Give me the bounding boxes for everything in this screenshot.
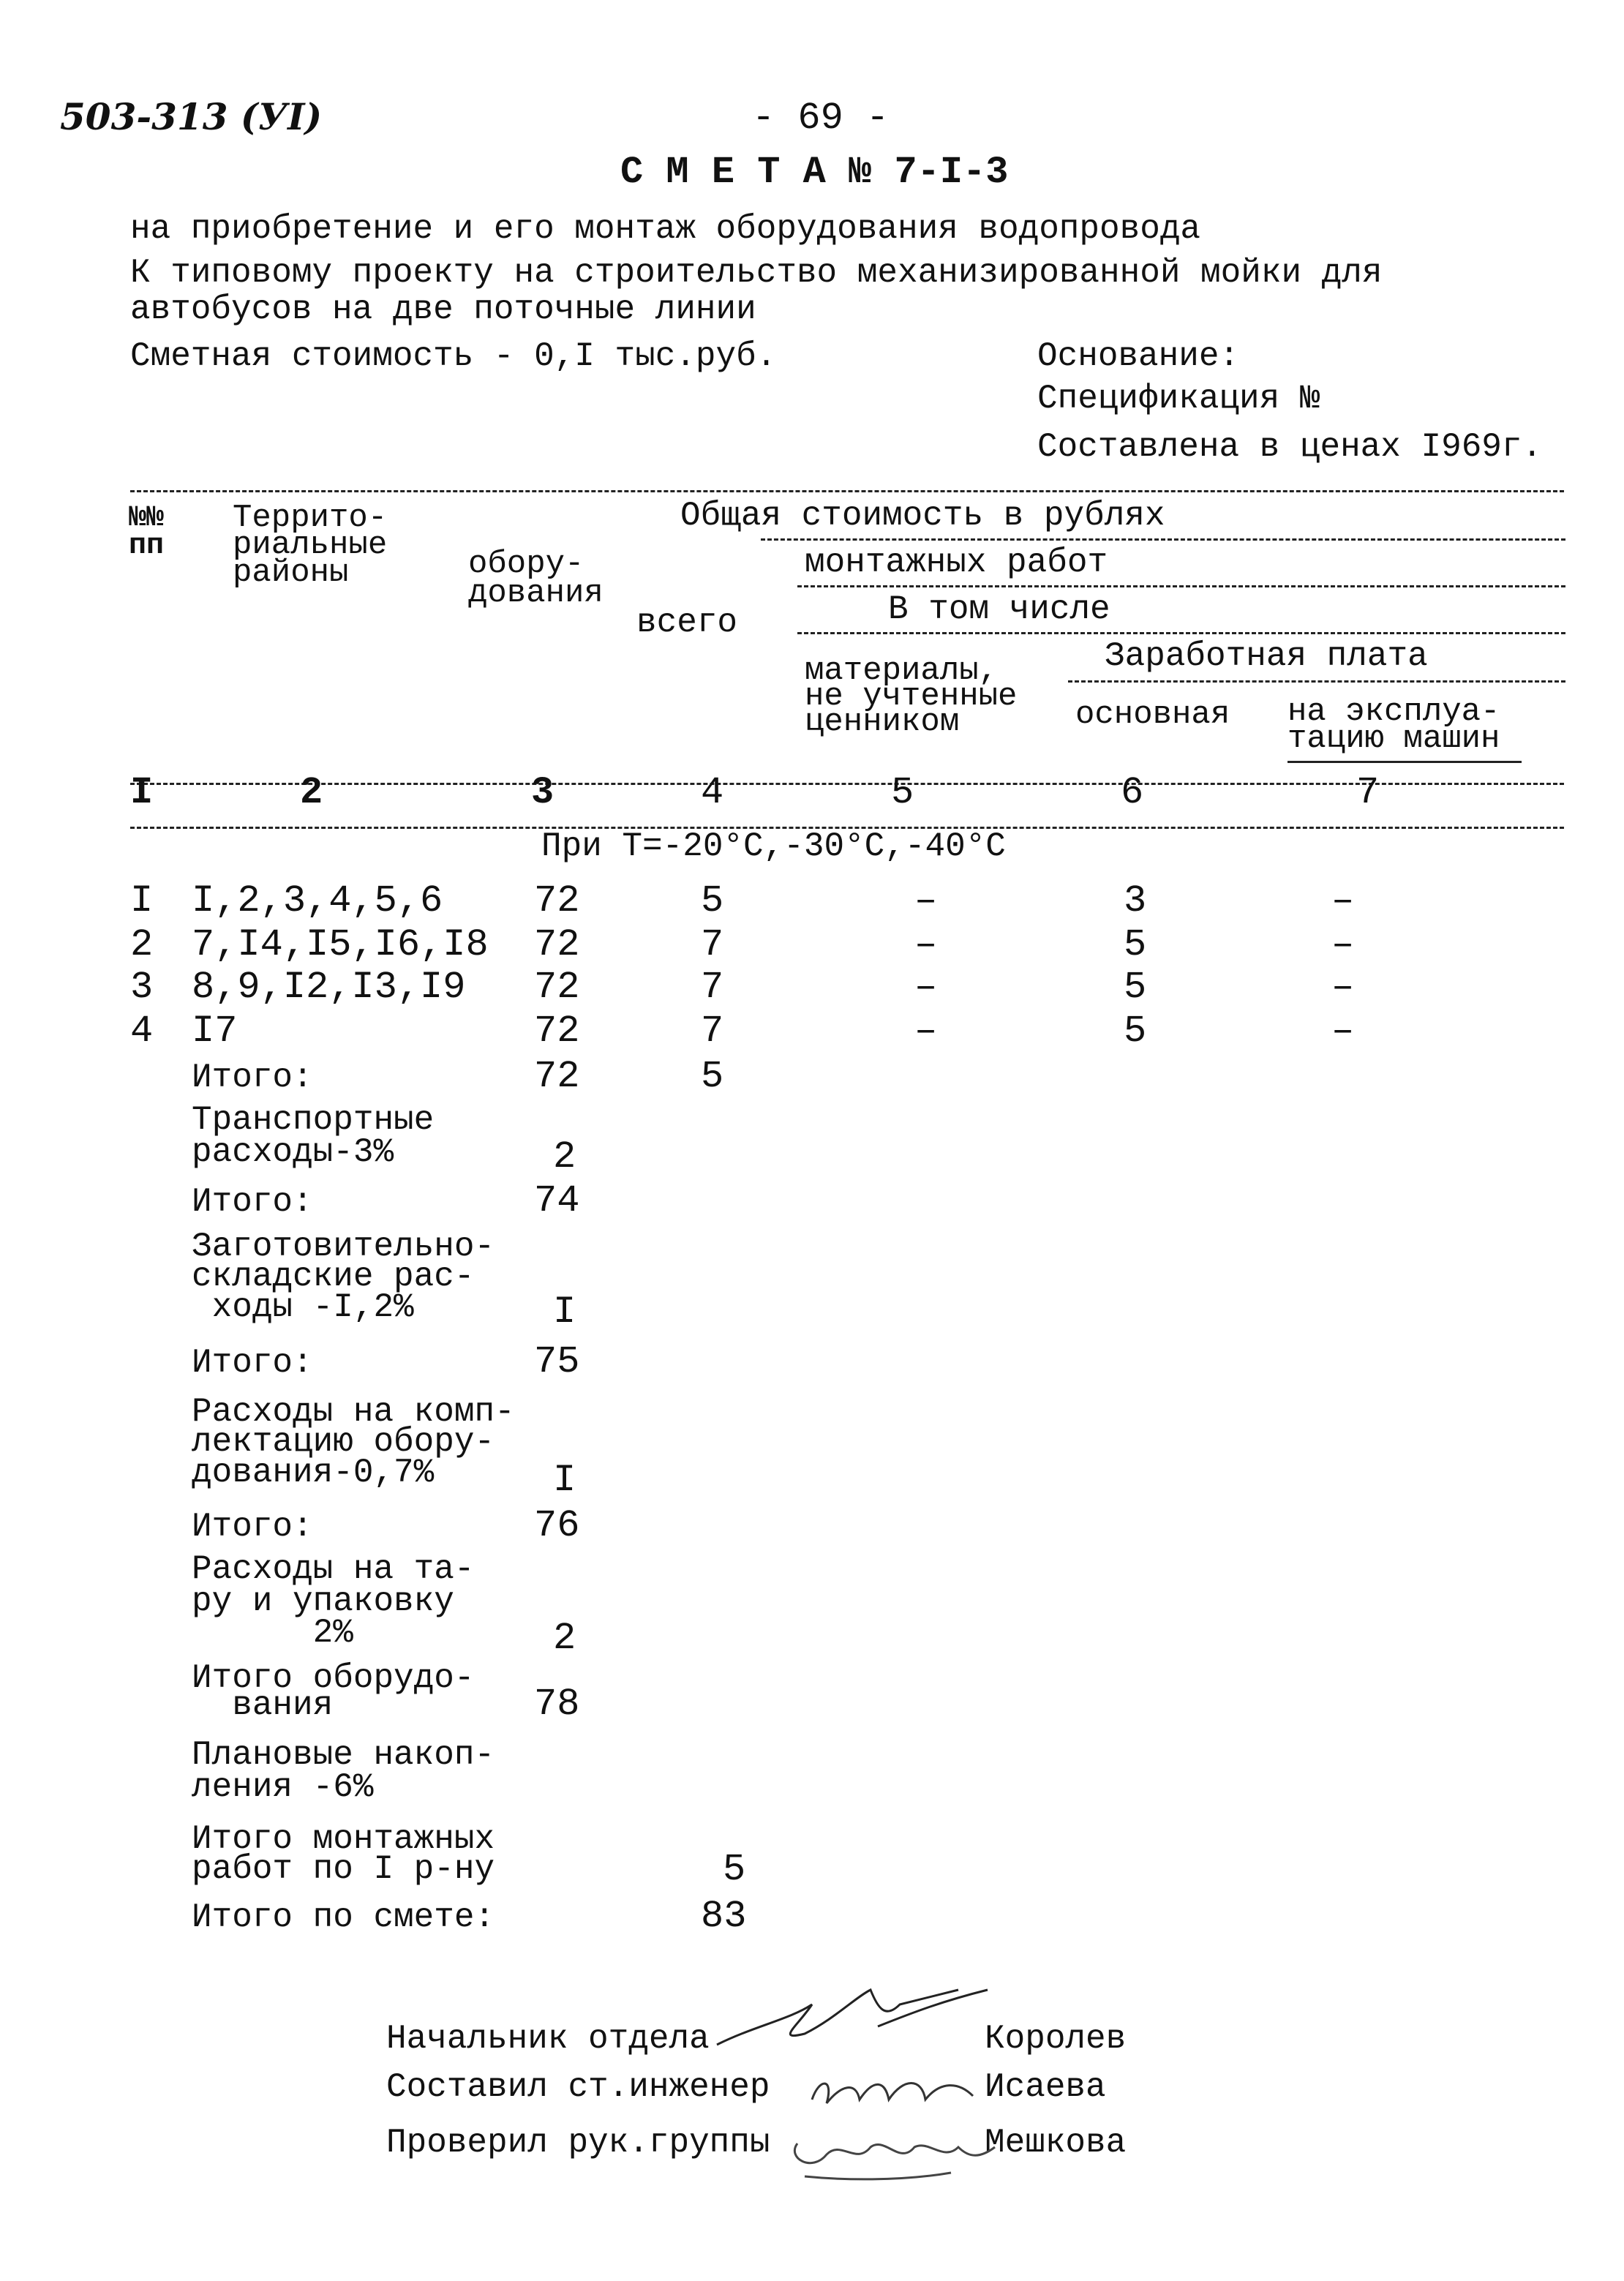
row-region: 7,I4,I5,I6,I8: [192, 923, 489, 966]
header-total-cost: Общая стоимость в рублях: [680, 497, 1165, 535]
temperature-condition: При Т=-20°С,-30°С,-40°С: [541, 827, 1006, 865]
row-materials: –: [914, 966, 938, 1009]
planned-accumulation-label: Плановые накоп- ления -6%: [192, 1736, 495, 1806]
subtotal-4-value: 76: [534, 1504, 580, 1547]
row-materials: –: [914, 1010, 938, 1053]
row-region: I,2,3,4,5,6: [192, 879, 443, 922]
row-install-total: 5: [701, 879, 724, 922]
head-title: Начальник отдела: [386, 2020, 710, 2058]
header-machines: на эксплуа- тацию машин: [1287, 694, 1500, 758]
col-num-5: 5: [891, 771, 914, 814]
header-equipment: обору- дования: [468, 546, 604, 612]
header-basic: основная: [1075, 696, 1230, 733]
row-machine-wage: –: [1331, 923, 1355, 966]
grand-total-value: 83: [701, 1895, 747, 1938]
document-title: С М Е Т А № 7-I-3: [620, 151, 1009, 194]
row-install-total: 7: [701, 966, 724, 1009]
subtitle-line-1: на приобретение и его монтаж оборудования водопровода: [130, 210, 1201, 248]
doc-code-number: 503-313: [60, 95, 228, 138]
row-machine-wage: –: [1331, 879, 1355, 922]
header-region: Террито- риальные районы: [233, 500, 388, 591]
page-number: - 69 -: [752, 97, 890, 140]
row-machine-wage: –: [1331, 966, 1355, 1009]
rule-under-installation: [797, 585, 1565, 587]
col-num-4: 4: [701, 771, 724, 814]
rule-under-total: [761, 538, 1565, 541]
row-basic-wage: 5: [1124, 923, 1147, 966]
equipment-total-label: Итого оборудо- вания: [192, 1659, 475, 1724]
install-total-label: Итого монтажных работ по I р-ну: [192, 1820, 495, 1889]
col-num-1: I: [130, 771, 154, 814]
subtotal-3-label: Итого:: [192, 1344, 313, 1382]
transport-label: Транспортные расходы-3%: [192, 1101, 435, 1171]
col-num-3: 3: [531, 771, 555, 814]
row-region: I7: [192, 1010, 238, 1053]
author-name: Исаева: [985, 2068, 1106, 2106]
complect-label: Расходы на комп- лектацию обору- дования-0,7%: [192, 1393, 515, 1492]
signature-head: [710, 1975, 1002, 2063]
estimated-cost: Сметная стоимость - 0,I тыс.руб.: [130, 337, 777, 375]
storage-label: Заготовительно- складские рас- ходы -I,2%: [192, 1228, 495, 1326]
row-equipment: 72: [534, 1010, 580, 1053]
subtotal-3-value: 75: [534, 1340, 580, 1383]
rule-before-col-nums: [130, 783, 1564, 785]
row-num: 3: [130, 966, 154, 1009]
header-wages: Заработная плата: [1105, 637, 1428, 675]
signature-author: [805, 2056, 995, 2122]
packaging-value: 2: [553, 1617, 576, 1660]
row-num: I: [130, 879, 154, 922]
row-machine-wage: –: [1331, 1010, 1355, 1053]
header-materials: материалы, не учтенные ценником: [805, 653, 1018, 741]
checker-name: Мешкова: [985, 2124, 1127, 2162]
install-total-value: 5: [723, 1848, 746, 1891]
col-num-6: 6: [1121, 771, 1144, 814]
subtitle-line-2: К типовому проекту на строительство механизированной мойки для: [130, 254, 1383, 292]
header-all: всего: [636, 604, 738, 642]
equipment-total-value: 78: [534, 1683, 580, 1726]
row-equipment: 72: [534, 923, 580, 966]
header-num: №№ пп: [129, 502, 165, 563]
subtotal-1-install: 5: [701, 1055, 724, 1098]
row-equipment: 72: [534, 966, 580, 1009]
row-equipment: 72: [534, 879, 580, 922]
rule-under-machines: [1287, 761, 1522, 763]
basis-spec: Спецификация №: [1037, 380, 1320, 418]
row-basic-wage: 5: [1124, 966, 1147, 1009]
row-install-total: 7: [701, 1010, 724, 1053]
col-num-2: 2: [300, 771, 323, 814]
doc-part: (УI): [240, 95, 323, 138]
doc-code: [60, 95, 323, 138]
col-num-7: 7: [1356, 771, 1380, 814]
packaging-label: Расходы на та- ру и упаковку 2%: [192, 1550, 475, 1653]
row-materials: –: [914, 923, 938, 966]
row-materials: –: [914, 879, 938, 922]
checker-title: Проверил рук.группы: [386, 2124, 770, 2162]
subtotal-2-value: 74: [534, 1179, 580, 1222]
header-incl: В том числе: [888, 590, 1110, 628]
header-installation: монтажных работ: [805, 544, 1108, 582]
row-region: 8,9,I2,I3,I9: [192, 966, 466, 1009]
row-num: 2: [130, 923, 154, 966]
basis-label: Основание:: [1037, 337, 1240, 375]
grand-total-label: Итого по смете:: [192, 1898, 495, 1936]
rule-under-wages: [1068, 680, 1565, 683]
complect-value: I: [553, 1459, 576, 1502]
author-title: Составил ст.инженер: [386, 2068, 770, 2106]
subtotal-1-equipment: 72: [534, 1055, 580, 1098]
subtitle-line-3: автобусов на две поточные линии: [130, 290, 756, 328]
signature-checker: [783, 2114, 1002, 2187]
rule-top: [130, 490, 1564, 492]
row-basic-wage: 5: [1124, 1010, 1147, 1053]
storage-value: I: [553, 1290, 576, 1334]
subtotal-1-label: Итого:: [192, 1059, 313, 1097]
subtotal-4-label: Итого:: [192, 1508, 313, 1546]
row-install-total: 7: [701, 923, 724, 966]
subtotal-2-label: Итого:: [192, 1183, 313, 1221]
row-num: 4: [130, 1010, 154, 1053]
transport-value: 2: [553, 1135, 576, 1179]
rule-under-incl: [797, 632, 1565, 634]
prices-year: Составлена в ценах I969г.: [1037, 428, 1543, 466]
head-name: Королев: [985, 2020, 1127, 2058]
row-basic-wage: 3: [1124, 879, 1147, 922]
